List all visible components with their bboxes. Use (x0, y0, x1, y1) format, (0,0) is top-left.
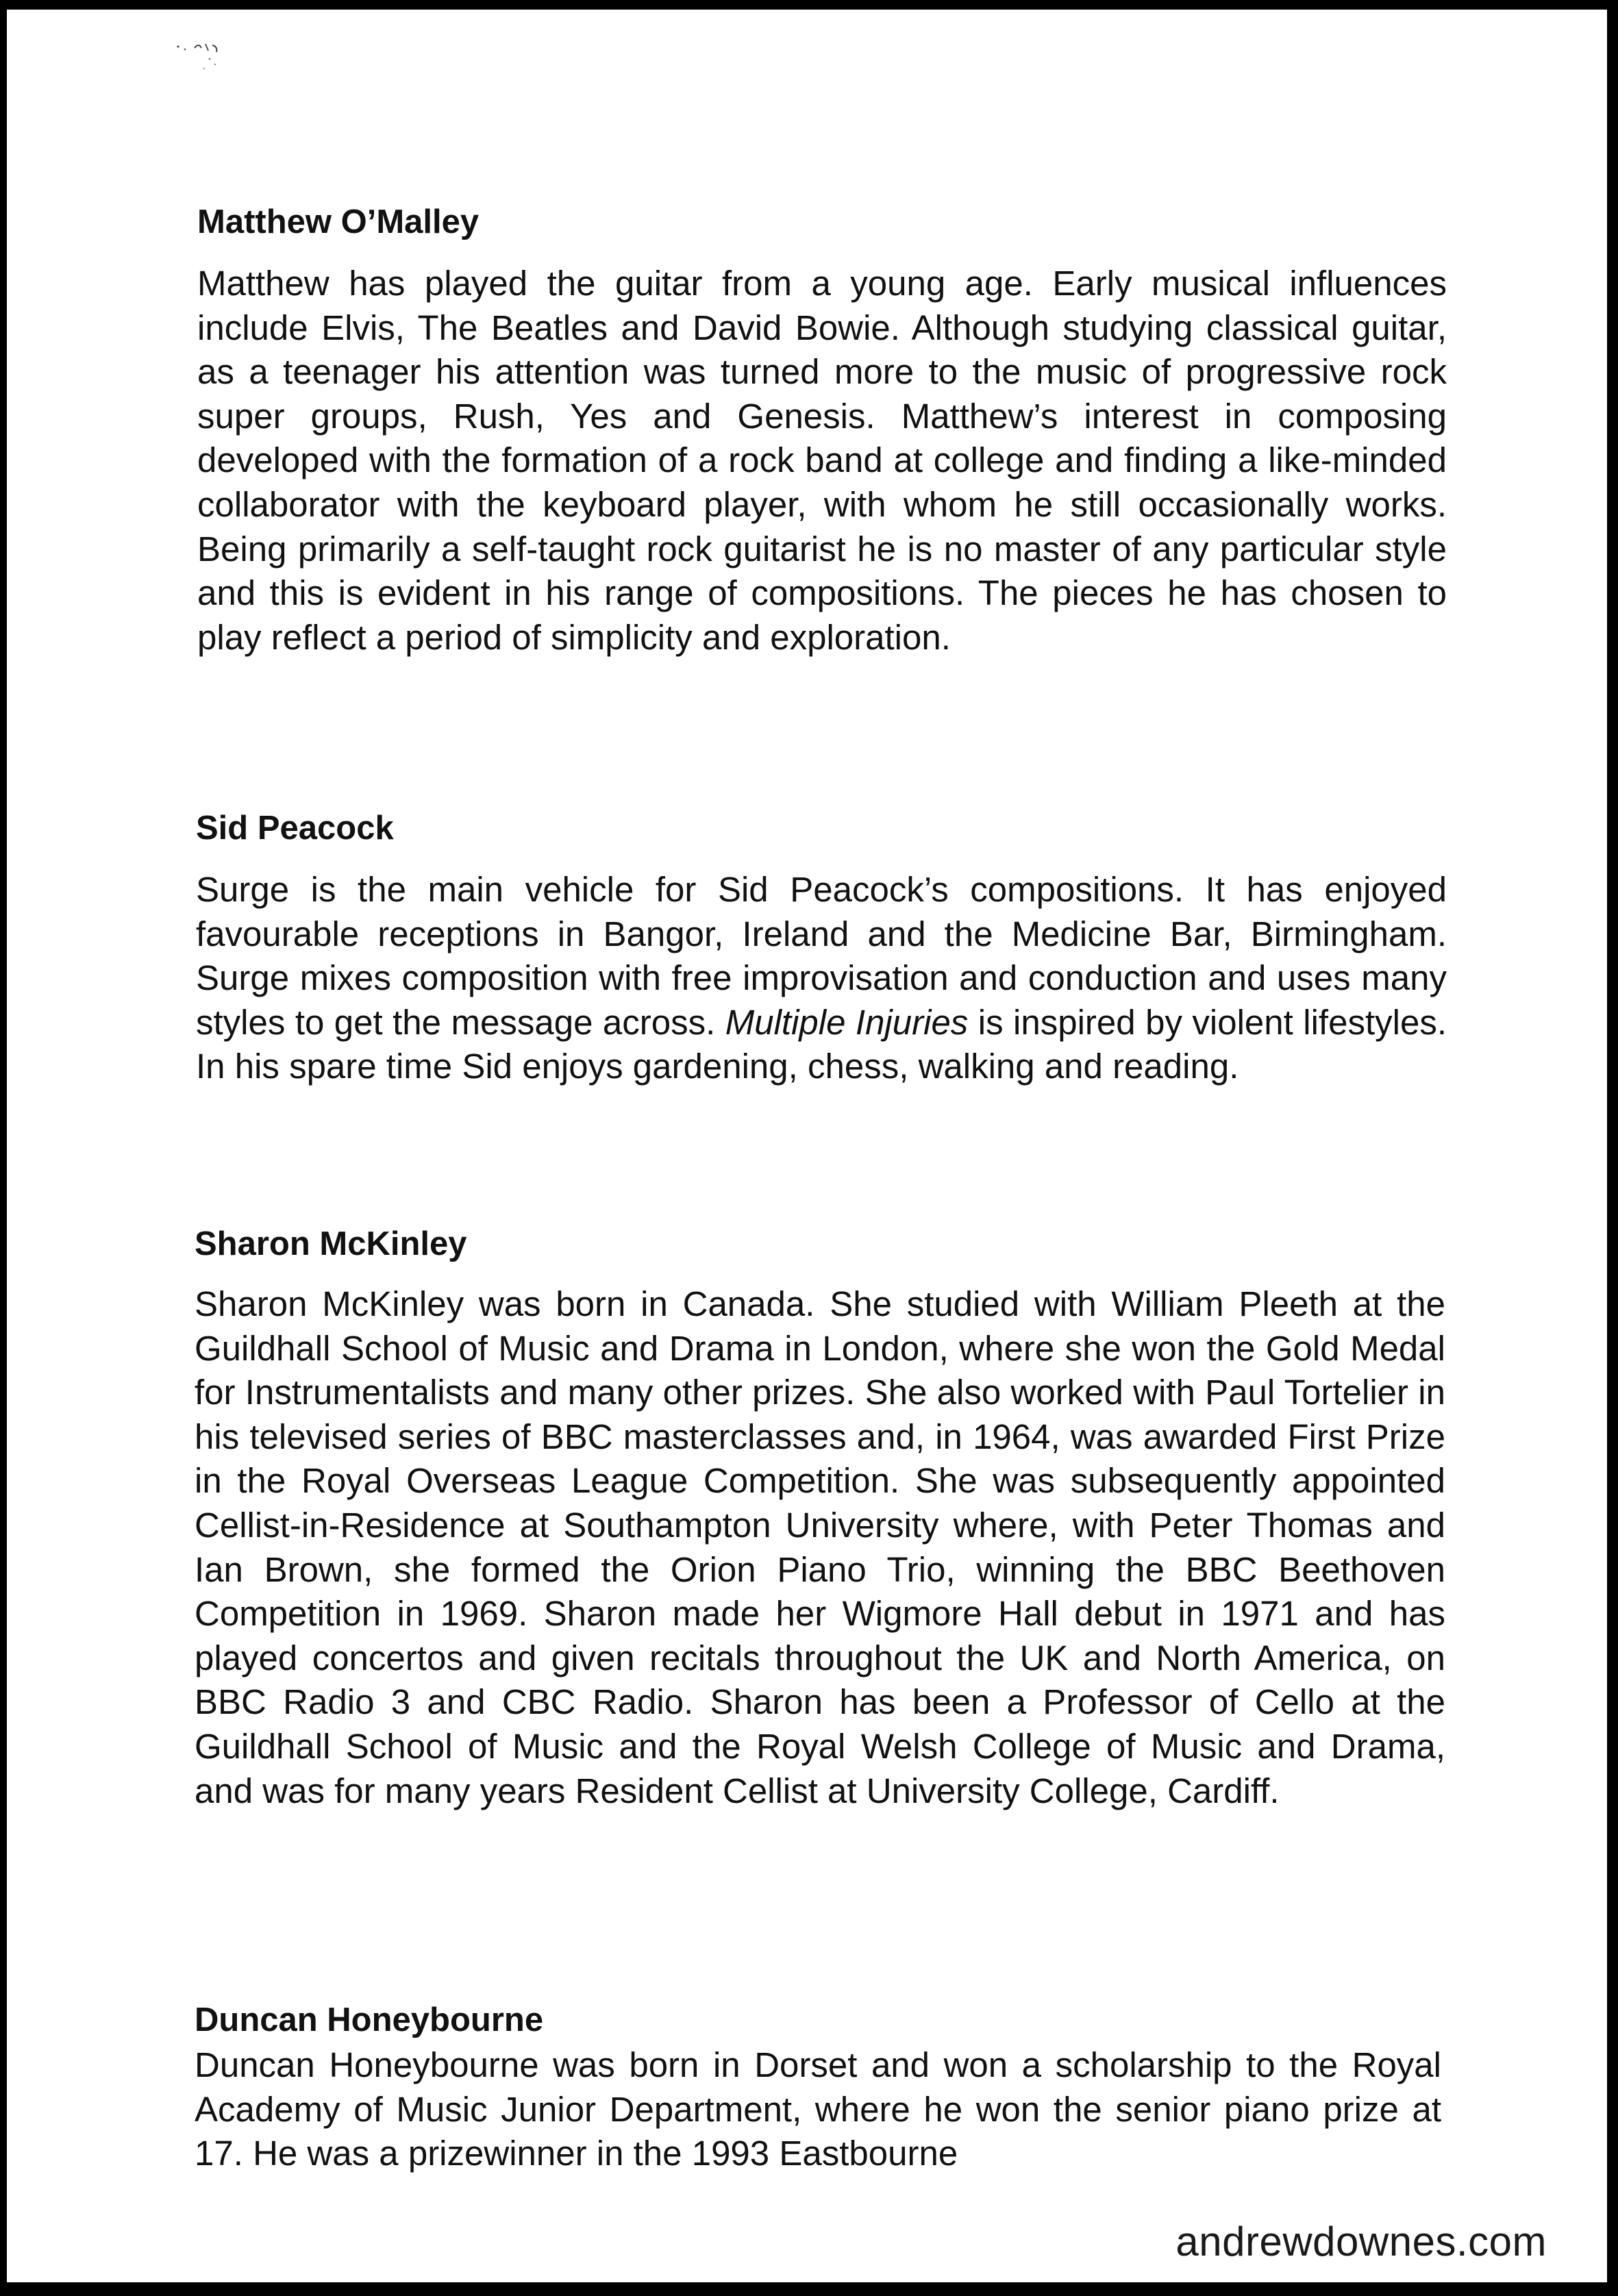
bio-sid-peacock (196, 808, 1447, 1089)
bio-text: Duncan Honeybourne was born in Dorset and won a scholarship to the Royal Academy of Music Junior Department, where he won the senior piano prize at 17. He was a prizewinner in the 1993 Eastbourne (195, 2045, 1441, 2173)
bio-name: Matthew O’Malley (197, 203, 480, 240)
bio-name: Sid Peacock (196, 810, 394, 847)
bio-text (196, 868, 1447, 1089)
bio-name: Sharon McKinley (195, 1225, 467, 1262)
bio-text-part: is inspired by violent lifestyles. In his spare time Sid enjoys gardening, chess, walking and reading. (196, 1002, 1447, 1086)
bio-duncan-honeybourne (195, 1999, 1441, 2176)
bio-sharon-mckinley (195, 1223, 1445, 1813)
scan-speck-mark (171, 34, 233, 75)
bio-name: Duncan Honeybourne (195, 2001, 544, 2038)
bio-matthew-omalley (197, 201, 1447, 660)
work-title-italic: Multiple Injuries (725, 1002, 969, 1042)
bio-text: Sharon McKinley was born in Canada. She studied with William Pleeth at the Guildhall School of Music and Drama in London, where she won the Gold Medal for Instrumentalists and many other prizes. She also worked with Paul Tortelier in his televised series of BBC masterclasses and, in 1964, was awarded First Prize in the Royal Overseas League Competition. She was subsequently appointed Cellist-in-Residence at Southampton University where, with Peter Thomas and Ian Brown, she formed the Orion Piano Trio, winning the BBC Beethoven Competition in 1969. Sharon made her Wigmore Hall debut in 1971 and has played concertos and given recitals throughout the UK and North America, on BBC Radio 3 and CBC Radio. Sharon has been a Professor of Cello at the Guildhall School of Music and the Royal Welsh College of Music and Drama, and was for many years Resident Cellist at University College, Cardiff. (195, 1284, 1445, 1810)
bio-text-part: Surge is the main vehicle for Sid Peacock’s compositions. It has enjoyed favourable receptions in Bangor, Ireland and the Medicine Bar, Birmingham. Surge mixes composition with free improvisation and conduction and uses many styles to get the message across. (196, 870, 1447, 1042)
site-watermark: andrewdownes.com (1175, 2219, 1547, 2264)
bio-text: Matthew has played the guitar from a young age. Early musical influences include Elvis, The Beatles and David Bowie. Although studying classical guitar, as a teenager his attention was turned more to the music of progressive rock super groups, Rush, Yes and Genesis. Matthew’s interest in composing developed with the formation of a rock band at college and finding a like-minded collaborator with the keyboard player, with whom he still occasionally works. Being primarily a self-taught rock guitarist he is no master of any particular style and this is evident in his range of compositions. The pieces he has chosen to play reflect a period of simplicity and exploration. (197, 264, 1447, 657)
